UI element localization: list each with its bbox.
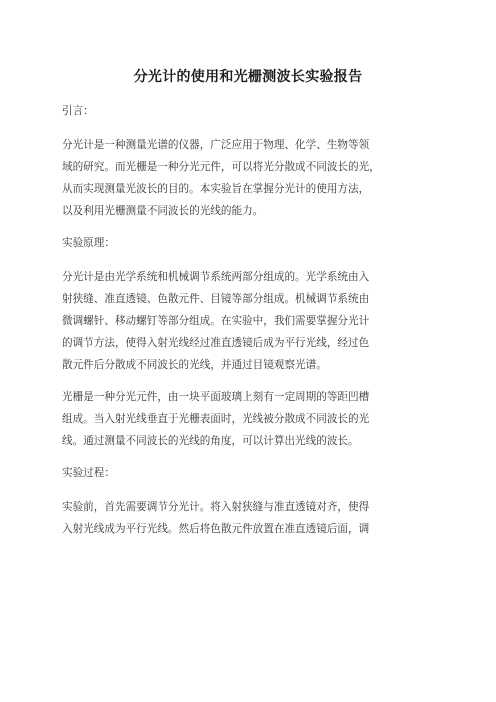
paragraph: [62, 386, 438, 452]
heading-text: 引言：: [62, 105, 94, 117]
paragraph-line: 散元件后分散成不同波长的光线，并通过目镜观察光谱。: [62, 359, 327, 371]
paragraph-line: 组成。当入射光线垂直于光栅表面时，光线被分散成不同波长的光: [62, 413, 370, 425]
document-title: 分光计的使用和光栅测波长实验报告: [133, 69, 363, 85]
heading-text: 实验过程：: [62, 467, 115, 479]
paragraph-line: 从而实现测量光波长的目的。本实验旨在掌握分光计的使用方法，: [62, 183, 370, 195]
paragraph-line: 入射光线成为平行光线。然后将色散元件放置在准直透镜后面，调: [62, 523, 370, 535]
paragraph-line: 微调螺针、移动螺钉等部分组成。在实验中，我们需要掌握分光计: [62, 315, 370, 327]
section-heading: [62, 462, 438, 484]
document-body: [62, 100, 438, 550]
paragraph: [62, 134, 438, 222]
heading-text: 实验原理：: [62, 237, 115, 249]
paragraph-line: 线。通过测量不同波长的光线的角度，可以计算出光线的波长。: [62, 435, 359, 447]
paragraph-line: 实验前，首先需要调节分光计。将入射狭缝与准直透镜对齐，使得: [62, 501, 370, 513]
paragraph: [62, 266, 438, 376]
paragraph-line: 分光计是一种测量光谱的仪器，广泛应用于物理、化学、生物等领: [62, 139, 370, 151]
paragraph-line: 的调节方法，使得入射光线经过准直透镜后成为平行光线，经过色: [62, 337, 370, 349]
paragraph-line: 光栅是一种分光元件，由一块平面玻璃上刻有一定周期的等距凹槽: [62, 391, 370, 403]
paragraph-line: 射狭缝、准直透镜、色散元件、目镜等部分组成。机械调节系统由: [62, 293, 370, 305]
paragraph-line: 域的研究。而光栅是一种分光元件，可以将光分散成不同波长的光，: [62, 161, 380, 173]
paragraph: [62, 496, 438, 540]
paragraph-line: 以及利用光栅测量不同波长的光线的能力。: [62, 205, 264, 217]
section-heading: [62, 100, 438, 122]
paragraph-line: 分光计是由光学系统和机械调节系统两部分组成的。光学系统由入: [62, 271, 370, 283]
section-heading: [62, 232, 438, 254]
